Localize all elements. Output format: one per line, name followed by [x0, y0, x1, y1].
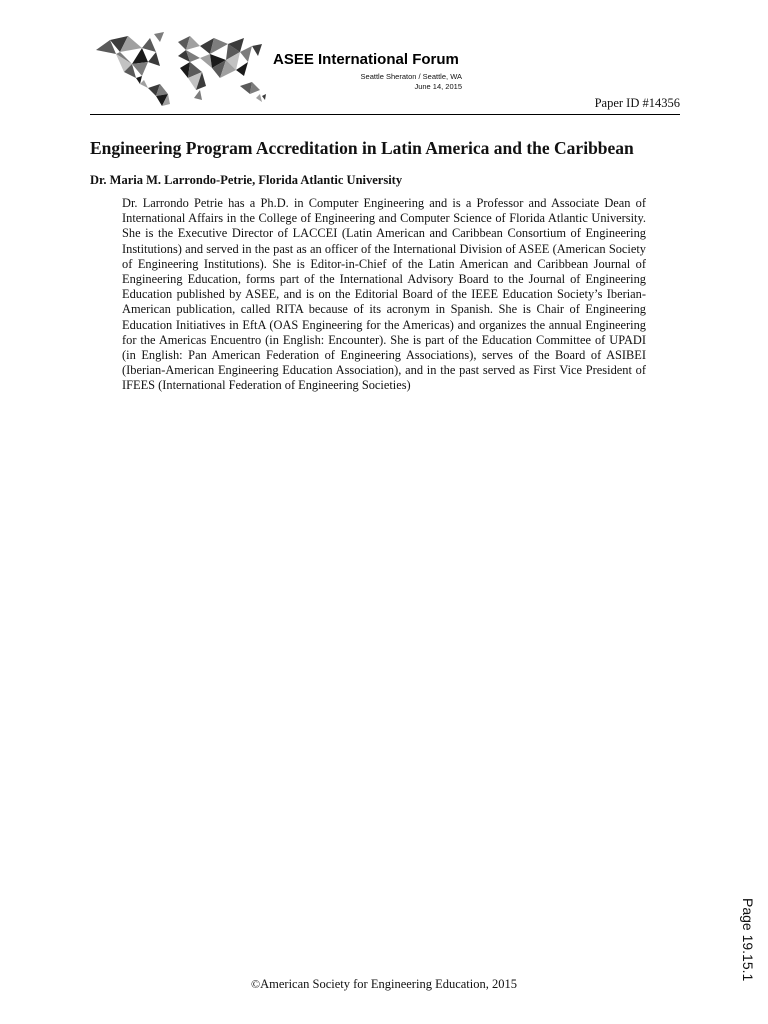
- oceania-shape: [240, 82, 266, 102]
- copyright-icon: ©: [251, 977, 261, 991]
- copyright-text: American Society for Engineering Education, 2015: [260, 977, 517, 991]
- side-page-number: Page 19.15.1: [740, 898, 756, 982]
- forum-venue: Seattle Sheraton / Seattle, WA: [360, 72, 462, 81]
- forum-date: June 14, 2015: [414, 82, 462, 91]
- forum-title: ASEE International Forum: [273, 51, 459, 68]
- paper-id: Paper ID #14356: [594, 96, 680, 110]
- copyright-footer: [0, 977, 768, 992]
- world-map-triangles-icon: [90, 28, 270, 108]
- paper-title: Engineering Program Accreditation in Latin America and the Caribbean: [90, 138, 634, 158]
- asia-shape: [200, 38, 262, 78]
- header-divider: [90, 114, 680, 115]
- page-header: [90, 28, 680, 118]
- author-bio: Dr. Larrondo Petrie has a Ph.D. in Computer Engineering and is a Professor and Associate Dean of International Affairs in the College of Engineering and Computer Science of Florida Atlantic University. She is the Executive Director of LACCEI (Latin American and Caribbean Consortium of Engineering Institutions) and served in the past as an officer of the International Division of ASEE (American Society of Engineering Institutions). She is Editor-in-Chief of the Latin American and Caribbean Journal of Engineering Education, forms part of the International Advisory Board to the Journal of Engineering Education published by ASEE, and is on the Editorial Board of the IEEE Education Society’s Iberian-American publication, called RITA because of its acronym in Spanish. She is Chair of Engineering Education Initiatives in EftA (OAS Engineering for the Americas) and organizes the annual Engineering for the Americas Encuentro (in English: Encounter). She is part of the Education Committee of UPADI (in English: Pan American Federation of Engineering Associations), serves of the Board of ASIBEI (Iberian-American Engineering Education Association), and in the past served as First Vice President of IFEES (International Federation of Engineering Societies): [122, 196, 646, 393]
- north-america-shape: [96, 32, 164, 88]
- author-line: Dr. Maria M. Larrondo-Petrie, Florida Atlantic University: [90, 173, 403, 187]
- south-america-shape: [148, 84, 170, 106]
